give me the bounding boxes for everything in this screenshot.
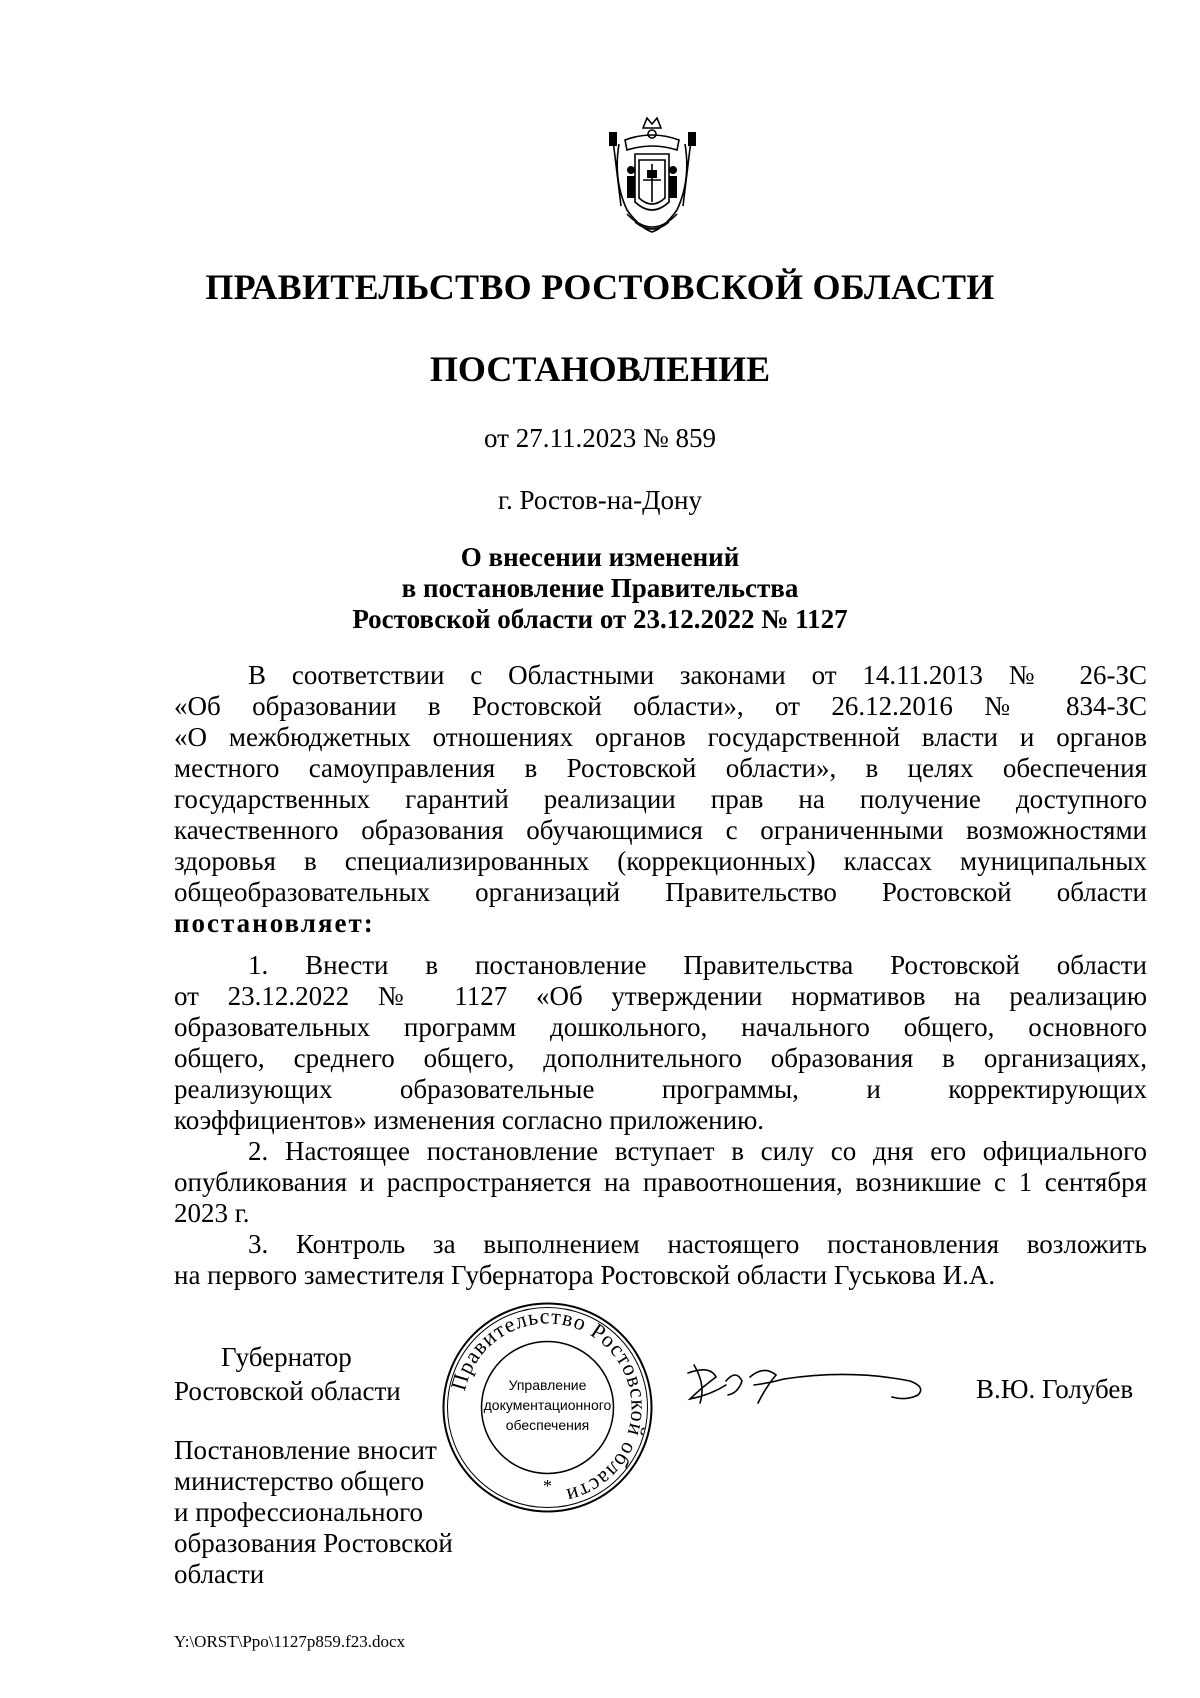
stamp-inner-line: обеспечения (505, 1417, 590, 1433)
submitted-by-line: и профессионального (174, 1497, 424, 1527)
signer-name: В.Ю. Голубев (976, 1374, 1134, 1404)
decree-items (174, 950, 1147, 1291)
submitted-by-line: области (174, 1559, 265, 1589)
subject-line: О внесении изменений (460, 542, 740, 572)
preamble-line: «Об образовании в Ростовской области», от 26.12.2016 № 834-ЗС (174, 691, 1147, 721)
preamble-line: «О межбюджетных отношениях органов государственной власти и органов (174, 722, 1147, 752)
submitted-by (174, 1435, 453, 1590)
preamble-line: общеобразовательных организаций Правительство Ростовской области (174, 877, 1147, 907)
date-number: от 27.11.2023 № 859 (484, 423, 716, 453)
preamble-line: государственных гарантий реализации прав на получение доступного (174, 784, 1147, 814)
decree-word: постановляет: (174, 908, 375, 938)
coat-of-arms-icon (605, 110, 700, 245)
stamp-outer-text: Правительство Ростовской области (445, 1303, 652, 1510)
signer-title-line: Губернатор (221, 1342, 352, 1372)
document-type: ПОСТАНОВЛЕНИЕ (429, 349, 771, 389)
preamble-line: В соответствии с Областными законами от 14.11.2013 № 26-ЗС (248, 660, 1147, 690)
item-1-line: 1. Внести в постановление Правительства Ростовской области (248, 950, 1147, 980)
preamble (174, 660, 1147, 939)
file-path: Y:\ORST\Ppo\1127p859.f23.docx (174, 1632, 406, 1651)
signer-title (174, 1340, 401, 1408)
handwritten-signature-icon (680, 1355, 940, 1415)
stamp-inner-line: Управление (508, 1377, 587, 1393)
item-1-line: реализующих образовательные программы, и корректирующих (174, 1074, 1147, 1104)
submitted-by-line: образования Ростовской (174, 1528, 453, 1558)
item-2-line: 2023 г. (174, 1198, 250, 1228)
item-1-line: от 23.12.2022 № 1127 «Об утверждении нормативов на реализацию (174, 981, 1147, 1011)
city: г. Ростов-на-Дону (497, 485, 702, 515)
official-stamp (440, 1300, 655, 1515)
submitted-by-line: Постановление вносит (174, 1435, 437, 1465)
item-3-line: 3. Контроль за выполнением настоящего постановления возложить (248, 1229, 1147, 1259)
stamp-inner-line: документационного (483, 1397, 612, 1413)
government-title: ПРАВИТЕЛЬСТВО РОСТОВСКОЙ ОБЛАСТИ (205, 267, 995, 307)
item-2-line: опубликования и распространяется на правоотношения, возникшие с 1 сентября (174, 1167, 1147, 1197)
item-1-line: коэффициентов» изменения согласно приложению. (174, 1105, 764, 1135)
preamble-line: качественного образования обучающимися с ограниченными возможностями (174, 815, 1147, 845)
preamble-line: местного самоуправления в Ростовской области», в целях обеспечения (174, 753, 1147, 783)
submitted-by-line: министерство общего (174, 1466, 425, 1496)
item-1-line: образовательных программ дошкольного, начального общего, основного (174, 1012, 1147, 1042)
subject-heading (0, 542, 1200, 635)
subject-line: в постановление Правительства (401, 573, 799, 603)
preamble-line: здоровья в специализированных (коррекционных) классах муниципальных (174, 846, 1147, 876)
item-3-line: на первого заместителя Губернатора Ростовской области Гуськова И.А. (174, 1260, 996, 1290)
item-2-line: 2. Настоящее постановление вступает в силу со дня его официального (248, 1136, 1147, 1166)
item-1-line: общего, среднего общего, дополнительного образования в организациях, (174, 1043, 1147, 1073)
subject-line: Ростовской области от 23.12.2022 № 1127 (352, 604, 848, 634)
signer-title-line: Ростовской области (174, 1376, 401, 1406)
stamp-star: * (543, 1476, 552, 1496)
